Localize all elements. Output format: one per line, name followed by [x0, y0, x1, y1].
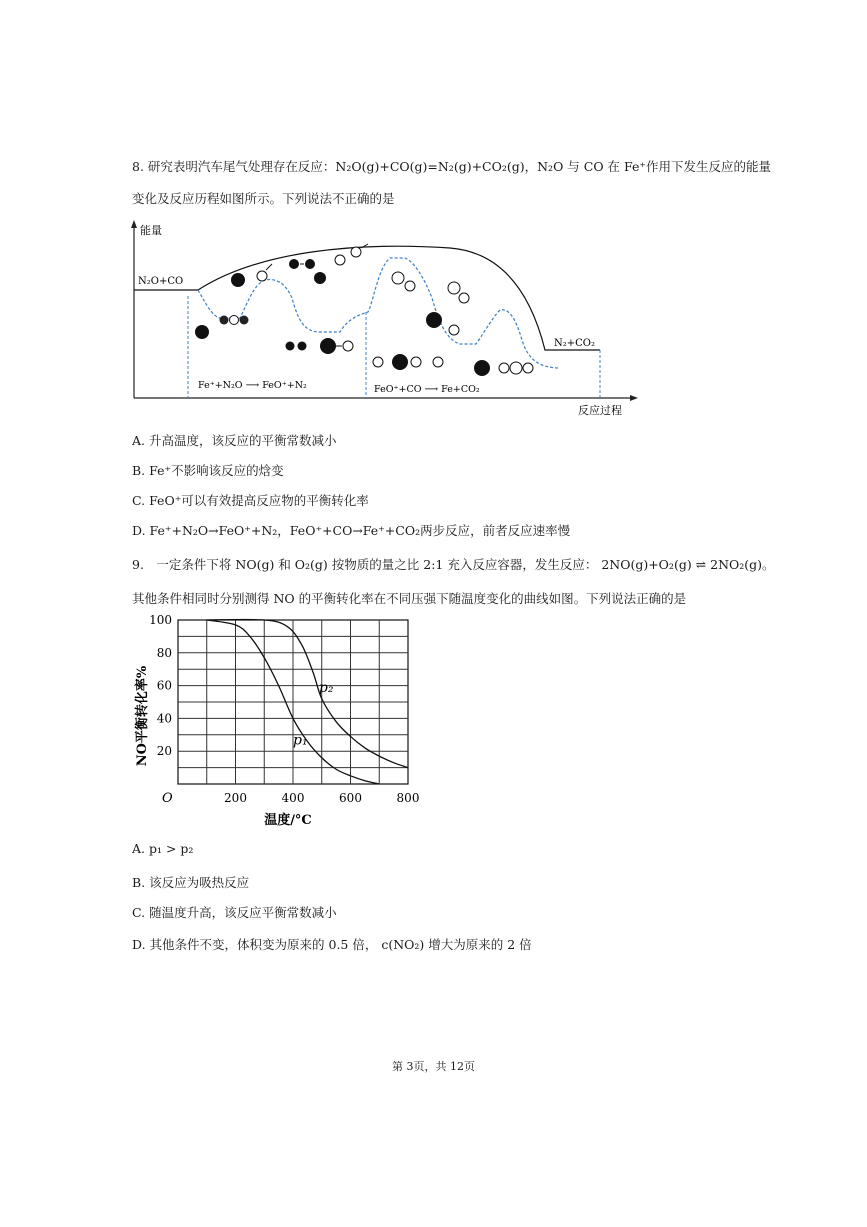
chart-x-tick-label: 800	[396, 791, 420, 805]
page-footer: 第 3页，共 12页	[392, 1060, 475, 1073]
molecule-feo-co	[373, 354, 443, 370]
molecule-co2-forming	[426, 282, 469, 335]
q9-option-a[interactable]: A. p₁ > p₂	[132, 841, 194, 856]
chart-y-label: NO平衡转化率%	[135, 665, 150, 767]
catalyzed-curve	[198, 258, 560, 368]
energy-y-label: 能量	[140, 224, 162, 237]
q8-option-a[interactable]: A. 升高温度，该反应的平衡常数减小	[132, 433, 337, 448]
chart-y-tick-label: 60	[156, 678, 172, 693]
q8-option-b[interactable]: B. Fe⁺不影响该反应的焓变	[132, 463, 284, 478]
chart-x-tick-label: 400	[281, 791, 305, 805]
molecule-co-top	[351, 244, 368, 257]
series-label-2: p₂	[318, 680, 334, 697]
q9-stem-line1: 9. 一定条件下将 NO(g) 和 O₂(g) 按物质的量之比 2:1 充入反应容器，发生反应： 2NO(g)+O₂(g) ⇌ 2NO₂(g)。	[132, 557, 775, 572]
energy-x-arrow	[630, 395, 638, 401]
molecule-feo-n2	[286, 338, 354, 354]
q9-option-c[interactable]: C. 随温度升高，该反应平衡常数减小	[132, 905, 337, 920]
chart-origin-label: O	[162, 791, 173, 806]
energy-y-arrow	[131, 220, 137, 228]
q8-stem-line1: 8. 研究表明汽车尾气处理存在反应：N₂O(g)+CO(g)=N₂(g)+CO₂(g)，N₂O 与 CO 在 Fe⁺作用下发生反应的能量	[132, 159, 772, 174]
chart-y-tick-label: 100	[149, 613, 172, 627]
q9-option-d[interactable]: D. 其他条件不变，体积变为原来的 0.5 倍， c(NO₂) 增大为原来的 2 倍	[132, 937, 532, 952]
q9-stem-line2: 其他条件相同时分别测得 NO 的平衡转化率在不同压强下随温度变化的曲线如图。下列说法正确的是	[132, 591, 687, 606]
energy-x-label: 反应过程	[578, 404, 622, 417]
molecule-fe-co2	[474, 360, 533, 376]
chart-x-label: 温度/°C	[264, 813, 312, 828]
q9-option-b[interactable]: B. 该反应为吸热反应	[132, 875, 250, 890]
end-label: N₂+CO₂	[554, 338, 595, 349]
q9-conversion-chart	[126, 612, 426, 834]
molecule-co-right	[392, 272, 415, 291]
chart-y-tick-label: 20	[156, 744, 172, 759]
start-label: N₂O+CO	[138, 276, 184, 287]
q8-energy-diagram	[120, 220, 640, 420]
series-label-1: p₁	[293, 732, 308, 749]
chart-x-tick-label: 200	[224, 791, 247, 805]
q8-option-d[interactable]: D. Fe⁺+N₂O→FeO⁺+N₂，FeO⁺+CO→Fe⁺+CO₂两步反应，前者反应速率慢	[132, 523, 571, 538]
molecule-feplus-n2o	[195, 316, 249, 340]
chart-y-tick-label: 80	[156, 645, 172, 660]
q8-option-c[interactable]: C. FeO⁺可以有效提高反应物的平衡转化率	[132, 493, 369, 508]
q8-stem-line2: 变化及反应历程如图所示。下列说法不正确的是	[132, 191, 395, 206]
chart-y-tick-label: 40	[156, 711, 172, 726]
molecule-transition1	[231, 264, 272, 287]
step2-label: FeO⁺+CO ⟶ Fe+CO₂	[374, 384, 480, 395]
molecule-n2o-approach	[289, 255, 345, 284]
step1-label: Fe⁺+N₂O ⟶ FeO⁺+N₂	[198, 380, 307, 391]
chart-x-tick-label: 600	[339, 791, 362, 805]
